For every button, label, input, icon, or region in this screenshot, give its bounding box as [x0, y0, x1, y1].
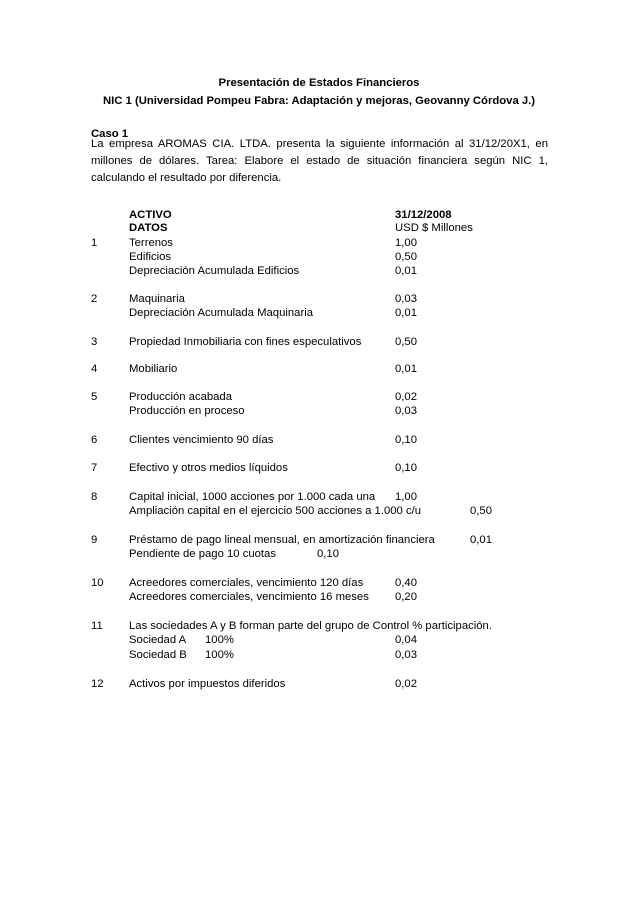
item-value: 0,50 [395, 251, 417, 263]
item-number: 11 [91, 620, 103, 632]
case-description: La empresa AROMAS CIA. LTDA. presenta la siguiente información al 31/12/20X1, en millones de dólares. Tarea: Elabore el estado de situación financiera según NIC 1, calculando el resultado por diferencia. [91, 138, 548, 184]
item-value: 0,01 [470, 534, 492, 546]
item-number: 5 [91, 391, 98, 403]
item-label: Sociedad B [129, 649, 187, 661]
item-label: Activos por impuestos diferidos [129, 678, 286, 690]
item-label: Terrenos [129, 237, 173, 249]
item-value: 0,50 [395, 336, 417, 348]
item-label: Producción acabada [129, 391, 233, 403]
item-label: Sociedad A [129, 634, 187, 646]
item-number: 4 [91, 363, 98, 375]
item-label: Mobiliario [129, 363, 178, 375]
item-number: 9 [91, 534, 98, 546]
item-label: Capital inicial, 1000 acciones por 1.000 cada una [129, 491, 376, 503]
item-label: Las sociedades A y B forman parte del grupo de Control % participación. [129, 620, 492, 632]
document-subtitle: NIC 1 (Universidad Pompeu Fabra: Adaptación y mejoras, Geovanny Córdova J.) [102, 95, 536, 107]
case-heading: Caso 1 [91, 128, 129, 140]
item-label: Acreedores comerciales, vencimiento 120 días [129, 577, 364, 589]
item-value: 0,03 [395, 405, 417, 417]
item-value: 0,10 [395, 462, 417, 474]
item-value: 0,20 [395, 591, 417, 603]
item-number: 2 [91, 293, 98, 305]
item-value: 0,01 [395, 265, 417, 277]
item-value: 0,04 [395, 634, 417, 646]
document-title: Presentación de Estados Financieros [218, 77, 420, 89]
item-value: 0,03 [395, 293, 417, 305]
column-header-date: 31/12/2008 [395, 209, 452, 221]
item-percentage: 100% [205, 649, 234, 661]
item-number: 8 [91, 491, 98, 503]
item-label: Edificios [129, 251, 172, 263]
item-value: 0,02 [395, 678, 417, 690]
column-header-datos: DATOS [129, 222, 168, 234]
item-value: 0,01 [395, 307, 417, 319]
item-label: Depreciación Acumulada Edificios [129, 265, 300, 277]
item-value: 0,02 [395, 391, 417, 403]
item-number: 7 [91, 462, 98, 474]
item-value: 0,03 [395, 649, 417, 661]
item-number: 6 [91, 434, 98, 446]
item-number: 3 [91, 336, 98, 348]
item-label: Maquinaria [129, 293, 185, 305]
item-value: 0,40 [395, 577, 417, 589]
item-label: Clientes vencimiento 90 días [129, 434, 274, 446]
item-label: Préstamo de pago lineal mensual, en amortización financiera [129, 534, 435, 546]
item-label: Ampliación capital en el ejercicio 500 acciones a 1.000 c/u [129, 505, 422, 517]
column-header-activo: ACTIVO [129, 209, 172, 221]
item-value: 0,10 [395, 434, 417, 446]
item-label: Pendiente de pago 10 cuotas [129, 548, 276, 560]
column-header-units: USD $ Millones [395, 222, 473, 234]
item-label: Efectivo y otros medios líquidos [129, 462, 288, 474]
item-value: 1,00 [395, 237, 417, 249]
item-percentage: 100% [205, 634, 234, 646]
item-value: 0,01 [395, 363, 417, 375]
item-value: 0,50 [470, 505, 492, 517]
item-value: 1,00 [395, 491, 417, 503]
item-label: Producción en proceso [129, 405, 245, 417]
item-number: 12 [91, 678, 104, 690]
item-number: 10 [91, 577, 104, 589]
item-label: Acreedores comerciales, vencimiento 16 meses [129, 591, 369, 603]
item-value: 0,10 [317, 548, 339, 560]
item-label: Propiedad Inmobiliaria con fines especulativos [129, 336, 362, 348]
item-label: Depreciación Acumulada Maquinaria [129, 307, 313, 319]
item-number: 1 [91, 237, 98, 249]
